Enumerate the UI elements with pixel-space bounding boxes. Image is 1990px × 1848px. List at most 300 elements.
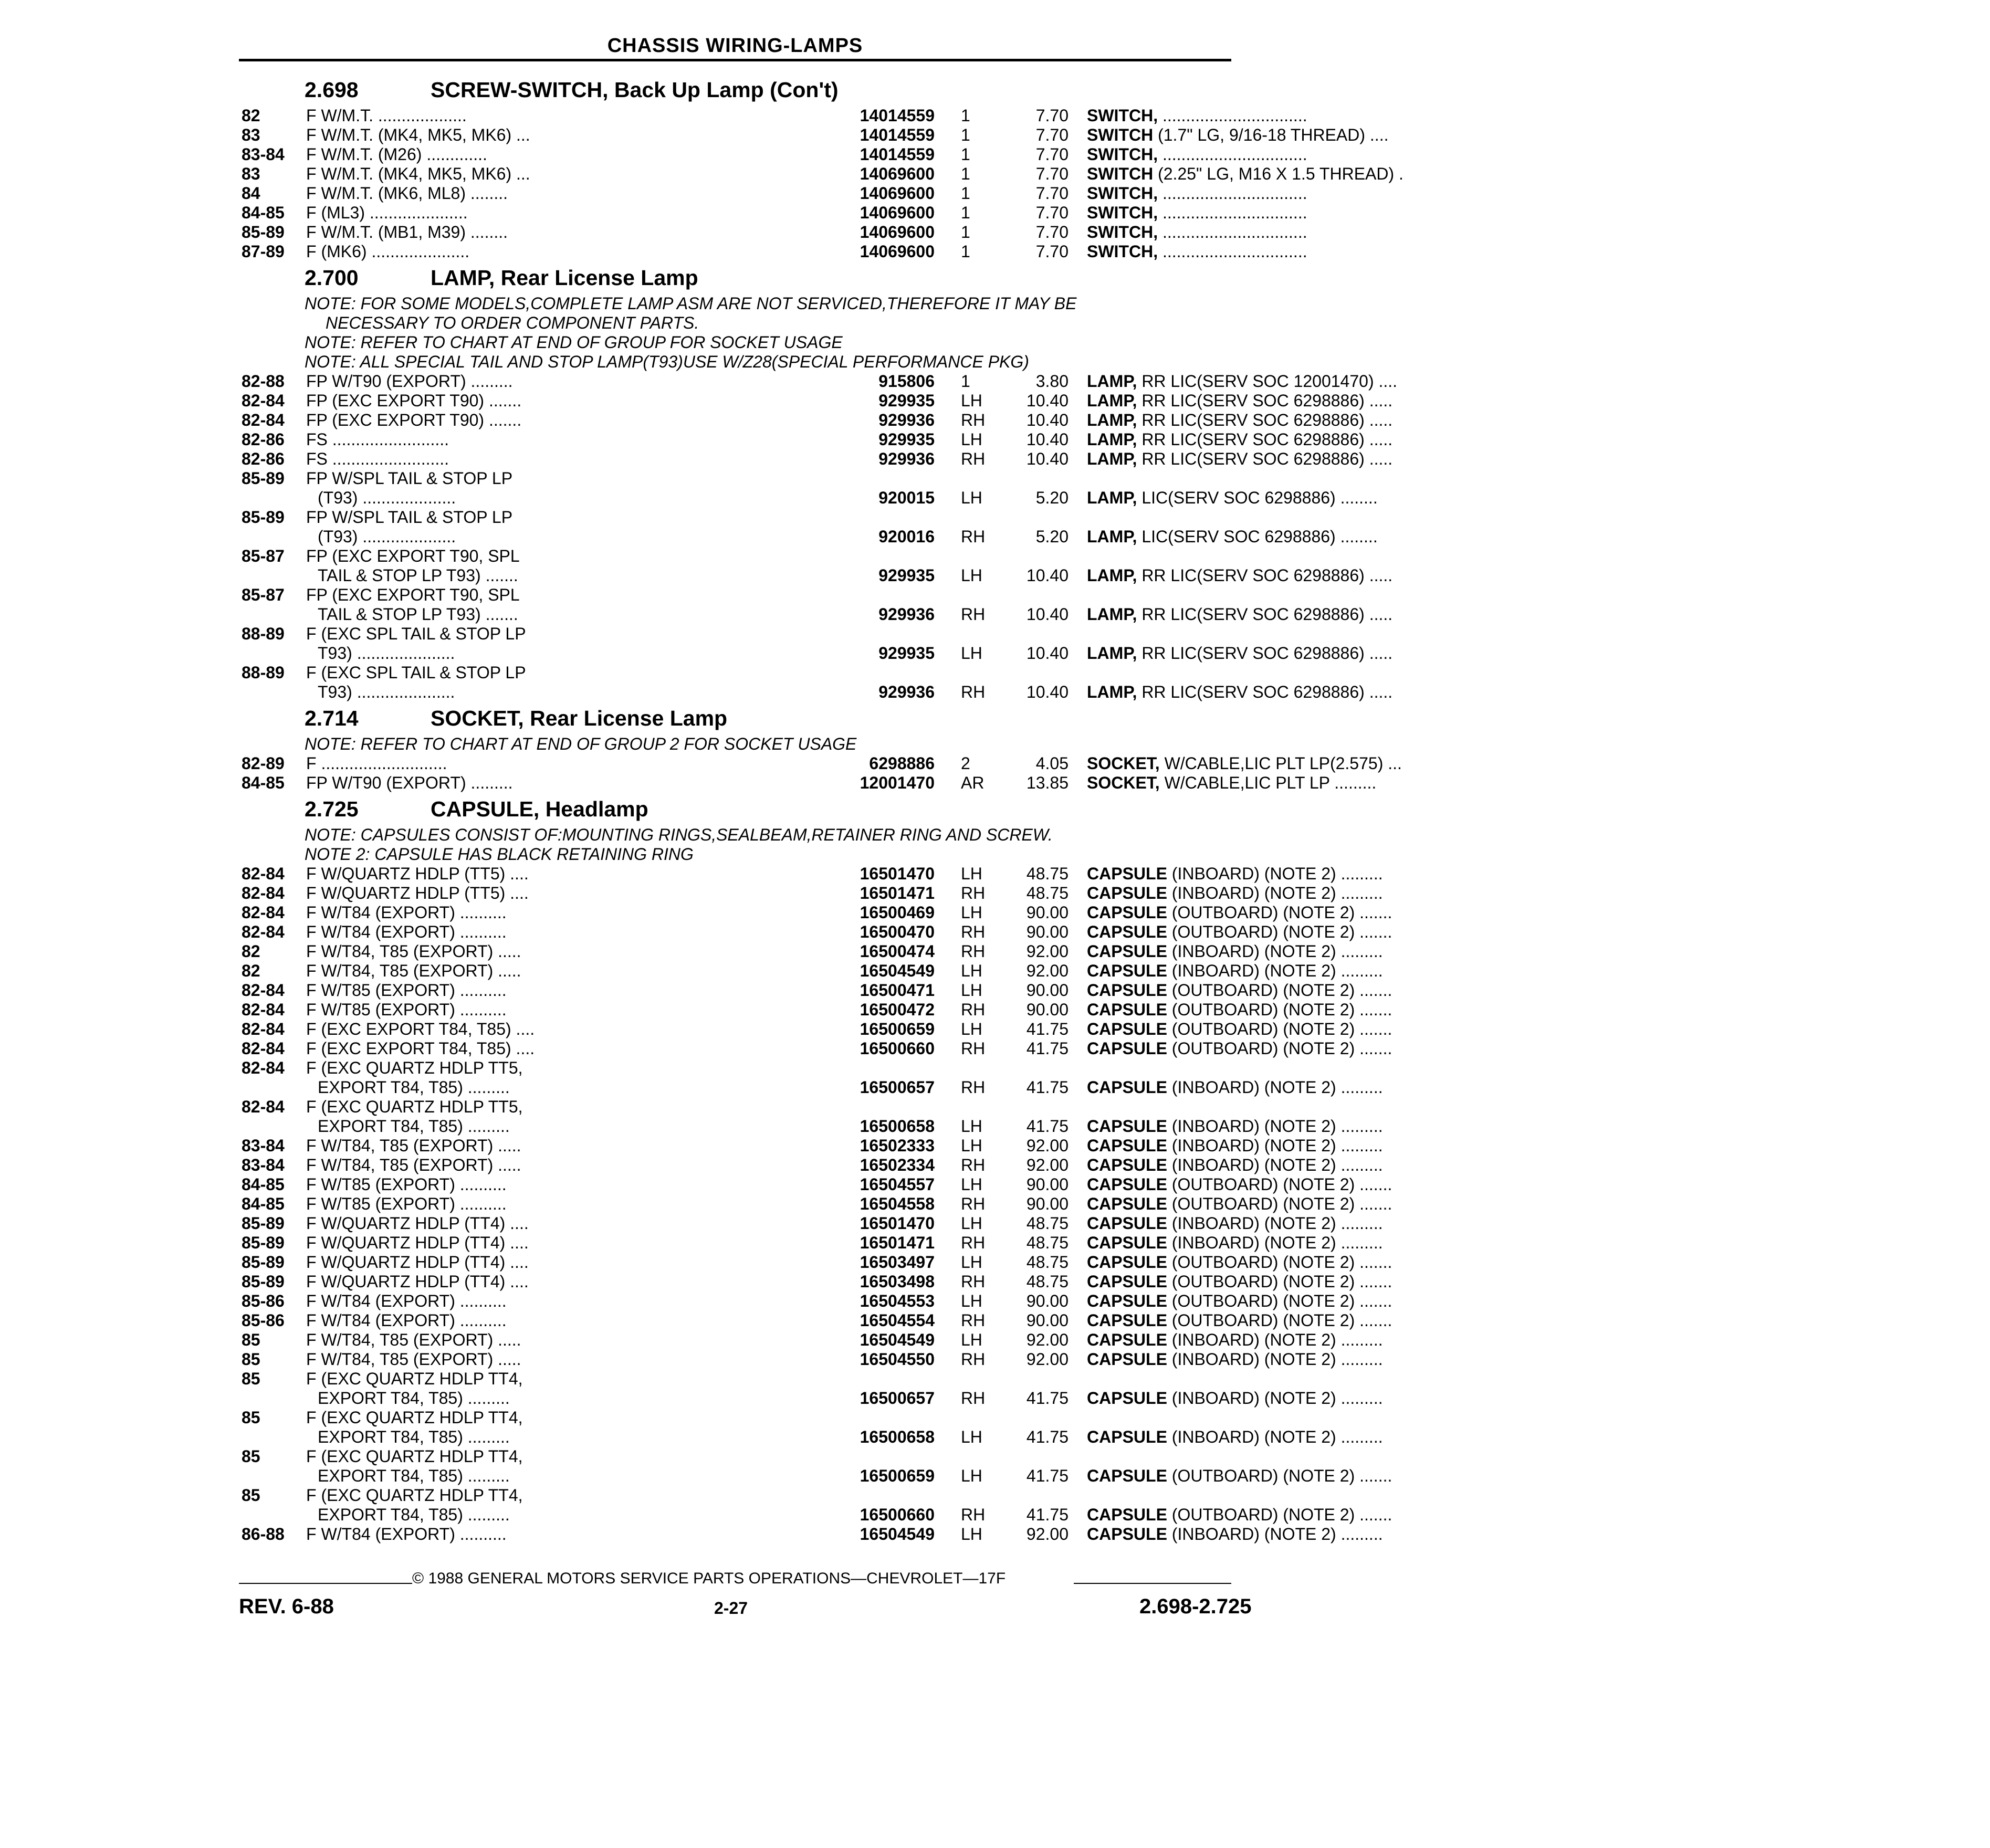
part-description-noun: CAPSULE bbox=[1087, 1020, 1167, 1038]
model-application: FP (EXC EXPORT T90) ....... bbox=[306, 411, 522, 429]
model-application: F W/T84, T85 (EXPORT) ..... bbox=[306, 1156, 521, 1174]
quantity: LH bbox=[961, 1330, 982, 1349]
part-row bbox=[239, 508, 1378, 547]
model-application: F (EXC QUARTZ HDLP TT4, bbox=[306, 1369, 523, 1388]
list-price: 90.00 bbox=[1026, 922, 1069, 941]
model-year: 85 bbox=[242, 1350, 260, 1369]
part-number: 14069600 bbox=[860, 242, 935, 261]
model-application: F W/T85 (EXPORT) .......... bbox=[306, 981, 507, 1000]
list-price: 7.70 bbox=[1035, 164, 1069, 183]
part-number: 929935 bbox=[878, 391, 935, 410]
part-row bbox=[239, 1175, 1392, 1194]
model-year: 83-84 bbox=[242, 1136, 285, 1155]
model-application: F (EXC SPL TAIL & STOP LP bbox=[306, 624, 526, 643]
part-number: 16503497 bbox=[860, 1253, 935, 1272]
revision-label: REV. 6-88 bbox=[239, 1595, 334, 1618]
quantity: 1 bbox=[961, 223, 970, 242]
part-description-noun: CAPSULE bbox=[1087, 1389, 1167, 1408]
model-application: F W/QUARTZ HDLP (TT5) .... bbox=[306, 884, 529, 902]
part-number: 16502334 bbox=[860, 1156, 935, 1174]
part-description-detail: (OUTBOARD) (NOTE 2) ....... bbox=[1167, 1292, 1392, 1310]
section-note: NOTE: CAPSULES CONSIST OF:MOUNTING RINGS,SEALBEAM,RETAINER RING AND SCREW. bbox=[305, 825, 1053, 844]
quantity: 1 bbox=[961, 125, 970, 144]
part-row bbox=[239, 922, 1392, 942]
part-description-detail: (INBOARD) (NOTE 2) ......... bbox=[1167, 884, 1383, 902]
model-application: F W/QUARTZ HDLP (TT4) .... bbox=[306, 1214, 529, 1233]
model-application: FS ......................... bbox=[306, 449, 449, 468]
part-number: 929935 bbox=[878, 644, 935, 663]
model-application: F (ML3) ..................... bbox=[306, 203, 468, 222]
part-description-detail: (INBOARD) (NOTE 2) ......... bbox=[1167, 1389, 1383, 1408]
part-description-detail: (OUTBOARD) (NOTE 2) ....... bbox=[1167, 922, 1392, 941]
quantity: RH bbox=[961, 411, 986, 429]
part-row bbox=[239, 469, 1378, 508]
part-description-detail: RR LIC(SERV SOC 6298886) ..... bbox=[1137, 411, 1393, 429]
list-price: 10.40 bbox=[1026, 391, 1069, 410]
part-number: 16500658 bbox=[860, 1117, 935, 1136]
part-description bbox=[1087, 106, 1990, 125]
model-year: 85-89 bbox=[242, 223, 285, 242]
part-row bbox=[239, 981, 1392, 1000]
quantity: 1 bbox=[961, 164, 970, 183]
part-row bbox=[239, 184, 1307, 203]
model-year: 82-84 bbox=[242, 1039, 285, 1058]
model-year: 86-88 bbox=[242, 1525, 285, 1544]
part-number: 16500659 bbox=[860, 1020, 935, 1038]
list-price: 92.00 bbox=[1026, 1156, 1069, 1174]
model-year: 82-84 bbox=[242, 981, 285, 1000]
list-price: 48.75 bbox=[1026, 1214, 1069, 1233]
part-description-detail: (OUTBOARD) (NOTE 2) ....... bbox=[1167, 903, 1392, 922]
part-description-noun: CAPSULE bbox=[1087, 1427, 1167, 1446]
section-title: SOCKET, Rear License Lamp bbox=[431, 706, 728, 730]
part-description-noun: SWITCH, bbox=[1087, 203, 1158, 222]
model-application: F W/T85 (EXPORT) .......... bbox=[306, 1194, 507, 1213]
part-description-noun: CAPSULE bbox=[1087, 1330, 1167, 1349]
part-description-detail: (INBOARD) (NOTE 2) ......... bbox=[1167, 864, 1383, 883]
model-year: 82-88 bbox=[242, 372, 285, 391]
quantity: LH bbox=[961, 903, 982, 922]
part-row bbox=[239, 145, 1307, 164]
model-application: FS ......................... bbox=[306, 430, 449, 449]
list-price: 10.40 bbox=[1026, 682, 1069, 701]
part-number: 16500469 bbox=[860, 903, 935, 922]
model-year: 85 bbox=[242, 1369, 260, 1388]
section-range: 2.698-2.725 bbox=[1139, 1595, 1252, 1618]
list-price: 48.75 bbox=[1026, 1253, 1069, 1272]
part-row bbox=[239, 1233, 1383, 1253]
list-price: 10.40 bbox=[1026, 449, 1069, 468]
quantity: LH bbox=[961, 1466, 982, 1485]
part-number: 14014559 bbox=[860, 125, 935, 144]
part-number: 16504549 bbox=[860, 1330, 935, 1349]
list-price: 7.70 bbox=[1035, 203, 1069, 222]
part-number: 14069600 bbox=[860, 223, 935, 242]
part-description bbox=[1087, 1389, 1990, 1408]
part-description-noun: LAMP, bbox=[1087, 682, 1137, 701]
part-description bbox=[1087, 884, 1990, 903]
part-row bbox=[239, 903, 1392, 922]
part-description-detail: W/CABLE,LIC PLT LP(2.575) ... bbox=[1159, 754, 1402, 773]
part-row bbox=[239, 1486, 1392, 1525]
part-row bbox=[239, 106, 1307, 125]
part-row bbox=[239, 547, 1393, 585]
model-year: 82-84 bbox=[242, 1097, 285, 1116]
part-description-detail: (INBOARD) (NOTE 2) ......... bbox=[1167, 942, 1383, 961]
quantity: RH bbox=[961, 1039, 986, 1058]
list-price: 41.75 bbox=[1026, 1039, 1069, 1058]
part-row bbox=[239, 773, 1377, 793]
part-description bbox=[1087, 223, 1990, 242]
list-price: 48.75 bbox=[1026, 864, 1069, 883]
part-description bbox=[1087, 1292, 1990, 1311]
part-description bbox=[1087, 145, 1990, 164]
part-description-noun: CAPSULE bbox=[1087, 1156, 1167, 1174]
model-application-continued: TAIL & STOP LP T93) ....... bbox=[318, 605, 518, 624]
part-description-detail: (INBOARD) (NOTE 2) ......... bbox=[1167, 1214, 1383, 1233]
model-application: F W/QUARTZ HDLP (TT4) .... bbox=[306, 1233, 529, 1252]
model-application-continued: EXPORT T84, T85) ......... bbox=[318, 1505, 510, 1524]
model-application: F (EXC QUARTZ HDLP TT5, bbox=[306, 1058, 523, 1077]
part-description bbox=[1087, 773, 1990, 793]
part-description-detail: (INBOARD) (NOTE 2) ......... bbox=[1167, 1156, 1383, 1174]
part-description-noun: CAPSULE bbox=[1087, 961, 1167, 980]
quantity: RH bbox=[961, 1233, 986, 1252]
section-number: 2.698 bbox=[305, 78, 359, 102]
model-application-continued: T93) ..................... bbox=[318, 682, 455, 701]
part-description-detail: (OUTBOARD) (NOTE 2) ....... bbox=[1167, 1175, 1392, 1194]
part-description-noun: LAMP, bbox=[1087, 449, 1137, 468]
quantity: LH bbox=[961, 1020, 982, 1038]
model-application: F (EXC QUARTZ HDLP TT4, bbox=[306, 1408, 523, 1427]
list-price: 48.75 bbox=[1026, 1272, 1069, 1291]
part-number: 16500660 bbox=[860, 1039, 935, 1058]
part-description-detail: RR LIC(SERV SOC 6298886) ..... bbox=[1137, 430, 1393, 449]
model-application: F W/T84, T85 (EXPORT) ..... bbox=[306, 961, 521, 980]
model-year: 82-86 bbox=[242, 449, 285, 468]
quantity: LH bbox=[961, 1175, 982, 1194]
model-application-continued: EXPORT T84, T85) ......... bbox=[318, 1389, 510, 1408]
part-row bbox=[239, 884, 1383, 903]
model-year: 85 bbox=[242, 1330, 260, 1349]
quantity: RH bbox=[961, 1078, 986, 1097]
model-year: 85-87 bbox=[242, 585, 285, 604]
part-description-noun: SWITCH bbox=[1087, 125, 1154, 144]
part-row bbox=[239, 1369, 1383, 1408]
part-number: 14069600 bbox=[860, 184, 935, 203]
quantity: LH bbox=[961, 1427, 982, 1446]
list-price: 7.70 bbox=[1035, 125, 1069, 144]
part-description-detail: (1.7" LG, 9/16-18 THREAD) .... bbox=[1153, 125, 1389, 144]
part-description-detail: (OUTBOARD) (NOTE 2) ....... bbox=[1167, 981, 1392, 1000]
part-number: 16504550 bbox=[860, 1350, 935, 1369]
quantity: 1 bbox=[961, 184, 970, 203]
header-rule bbox=[239, 59, 1231, 61]
part-description-detail: ............................... bbox=[1158, 106, 1307, 125]
part-description bbox=[1087, 488, 1990, 508]
quantity: 1 bbox=[961, 242, 970, 261]
list-price: 41.75 bbox=[1026, 1078, 1069, 1097]
quantity: RH bbox=[961, 1156, 986, 1174]
quantity: RH bbox=[961, 1311, 986, 1330]
model-year: 82 bbox=[242, 106, 260, 125]
part-description-noun: SWITCH bbox=[1087, 164, 1154, 183]
part-description-noun: SOCKET, bbox=[1087, 754, 1160, 773]
list-price: 41.75 bbox=[1026, 1466, 1069, 1485]
model-application: F (EXC SPL TAIL & STOP LP bbox=[306, 663, 526, 682]
part-number: 16501471 bbox=[860, 1233, 935, 1252]
part-description-detail: (OUTBOARD) (NOTE 2) ....... bbox=[1167, 1253, 1392, 1272]
model-year: 82-84 bbox=[242, 922, 285, 941]
part-description bbox=[1087, 605, 1990, 624]
model-year: 84-85 bbox=[242, 203, 285, 222]
quantity: LH bbox=[961, 1214, 982, 1233]
list-price: 92.00 bbox=[1026, 1330, 1069, 1349]
list-price: 41.75 bbox=[1026, 1427, 1069, 1446]
list-price: 13.85 bbox=[1026, 773, 1069, 792]
quantity: LH bbox=[961, 430, 982, 449]
part-row bbox=[239, 1350, 1383, 1369]
part-description-noun: CAPSULE bbox=[1087, 1214, 1167, 1233]
section-heading bbox=[239, 74, 1231, 106]
part-description-detail: (OUTBOARD) (NOTE 2) ....... bbox=[1167, 1000, 1392, 1019]
list-price: 3.80 bbox=[1035, 372, 1069, 391]
part-description-detail: (INBOARD) (NOTE 2) ......... bbox=[1167, 1525, 1383, 1544]
model-application: FP (EXC EXPORT T90, SPL bbox=[306, 547, 520, 565]
part-description bbox=[1087, 1194, 1990, 1214]
part-number: 16500471 bbox=[860, 981, 935, 1000]
part-description-detail: RR LIC(SERV SOC 6298886) ..... bbox=[1137, 449, 1393, 468]
list-price: 41.75 bbox=[1026, 1389, 1069, 1408]
model-application-continued: (T93) .................... bbox=[318, 527, 456, 546]
model-application: FP (EXC EXPORT T90, SPL bbox=[306, 585, 520, 604]
model-application: F W/T84, T85 (EXPORT) ..... bbox=[306, 1136, 521, 1155]
model-year: 82-84 bbox=[242, 884, 285, 902]
list-price: 90.00 bbox=[1026, 1194, 1069, 1213]
quantity: RH bbox=[961, 449, 986, 468]
model-application: F W/T84, T85 (EXPORT) ..... bbox=[306, 1330, 521, 1349]
part-row bbox=[239, 391, 1393, 411]
part-description-noun: CAPSULE bbox=[1087, 1292, 1167, 1310]
model-year: 83 bbox=[242, 125, 260, 144]
model-application: F W/M.T. ................... bbox=[306, 106, 467, 125]
part-description bbox=[1087, 1505, 1990, 1525]
part-row bbox=[239, 624, 1393, 663]
list-price: 92.00 bbox=[1026, 961, 1069, 980]
section-note: NOTE 2: CAPSULE HAS BLACK RETAINING RING bbox=[305, 845, 694, 864]
part-description bbox=[1087, 1175, 1990, 1194]
quantity: RH bbox=[961, 884, 986, 902]
model-year: 88-89 bbox=[242, 624, 285, 643]
part-row bbox=[239, 223, 1307, 242]
model-year: 85-86 bbox=[242, 1311, 285, 1330]
list-price: 10.40 bbox=[1026, 644, 1069, 663]
part-description bbox=[1087, 527, 1990, 547]
catalog-content bbox=[239, 74, 1404, 1544]
model-application: F (EXC QUARTZ HDLP TT4, bbox=[306, 1486, 523, 1505]
part-number: 16503498 bbox=[860, 1272, 935, 1291]
model-year: 83-84 bbox=[242, 1156, 285, 1174]
part-row bbox=[239, 1214, 1383, 1233]
section-number: 2.700 bbox=[305, 266, 359, 290]
part-description-noun: LAMP, bbox=[1087, 605, 1137, 624]
quantity: RH bbox=[961, 1194, 986, 1213]
part-description bbox=[1087, 1000, 1990, 1020]
model-application: F (MK6) ..................... bbox=[306, 242, 470, 261]
model-application: F W/T84 (EXPORT) .......... bbox=[306, 903, 507, 922]
part-description-detail: RR LIC(SERV SOC 6298886) ..... bbox=[1137, 605, 1393, 624]
quantity: LH bbox=[961, 1292, 982, 1310]
part-description bbox=[1087, 411, 1990, 430]
model-year: 88-89 bbox=[242, 663, 285, 682]
part-description-noun: CAPSULE bbox=[1087, 981, 1167, 1000]
part-number: 16504557 bbox=[860, 1175, 935, 1194]
model-application-continued: TAIL & STOP LP T93) ....... bbox=[318, 566, 518, 585]
part-number: 16500659 bbox=[860, 1466, 935, 1485]
list-price: 48.75 bbox=[1026, 1233, 1069, 1252]
section-title: CAPSULE, Headlamp bbox=[431, 797, 648, 821]
part-description-noun: LAMP, bbox=[1087, 527, 1137, 546]
part-description bbox=[1087, 942, 1990, 961]
part-description-noun: LAMP, bbox=[1087, 391, 1137, 410]
part-description-noun: CAPSULE bbox=[1087, 1505, 1167, 1524]
part-description-detail: (OUTBOARD) (NOTE 2) ....... bbox=[1167, 1194, 1392, 1213]
model-application-continued: EXPORT T84, T85) ......... bbox=[318, 1466, 510, 1485]
model-year: 85-89 bbox=[242, 508, 285, 527]
part-row bbox=[239, 1253, 1392, 1272]
part-description bbox=[1087, 1330, 1990, 1350]
model-application: F (EXC EXPORT T84, T85) .... bbox=[306, 1020, 535, 1038]
quantity: 1 bbox=[961, 372, 970, 391]
part-number: 920015 bbox=[878, 488, 935, 507]
quantity: 2 bbox=[961, 754, 970, 773]
part-description-noun: SWITCH, bbox=[1087, 106, 1158, 125]
part-row bbox=[239, 585, 1393, 624]
part-description bbox=[1087, 430, 1990, 449]
part-description-noun: CAPSULE bbox=[1087, 1194, 1167, 1213]
model-year: 82-84 bbox=[242, 903, 285, 922]
part-description bbox=[1087, 961, 1990, 981]
model-year: 82-84 bbox=[242, 391, 285, 410]
model-year: 82 bbox=[242, 961, 260, 980]
model-application: FP W/T90 (EXPORT) ......... bbox=[306, 773, 513, 792]
list-price: 10.40 bbox=[1026, 430, 1069, 449]
model-application: F W/T84, T85 (EXPORT) ..... bbox=[306, 1350, 521, 1369]
part-description bbox=[1087, 1350, 1990, 1369]
part-description bbox=[1087, 242, 1990, 261]
part-description-noun: LAMP, bbox=[1087, 488, 1137, 507]
section-note: NOTE: FOR SOME MODELS,COMPLETE LAMP ASM ARE NOT SERVICED,THEREFORE IT MAY BE bbox=[305, 294, 1077, 313]
model-year: 85-89 bbox=[242, 469, 285, 488]
part-description-noun: CAPSULE bbox=[1087, 1466, 1167, 1485]
part-description bbox=[1087, 1253, 1990, 1272]
quantity: 1 bbox=[961, 106, 970, 125]
part-row bbox=[239, 203, 1307, 223]
model-year: 82-84 bbox=[242, 1000, 285, 1019]
model-application: FP W/SPL TAIL & STOP LP bbox=[306, 469, 513, 488]
part-description bbox=[1087, 1078, 1990, 1097]
part-description bbox=[1087, 1117, 1990, 1136]
list-price: 41.75 bbox=[1026, 1505, 1069, 1524]
list-price: 90.00 bbox=[1026, 981, 1069, 1000]
part-description-noun: LAMP, bbox=[1087, 566, 1137, 585]
model-year: 87-89 bbox=[242, 242, 285, 261]
part-description-noun: CAPSULE bbox=[1087, 1253, 1167, 1272]
part-number: 16504549 bbox=[860, 961, 935, 980]
part-description-noun: CAPSULE bbox=[1087, 903, 1167, 922]
part-number: 16504554 bbox=[860, 1311, 935, 1330]
section-number: 2.725 bbox=[305, 797, 359, 821]
part-description bbox=[1087, 449, 1990, 469]
part-description-detail: ............................... bbox=[1158, 203, 1307, 222]
list-price: 90.00 bbox=[1026, 1175, 1069, 1194]
part-description-noun: LAMP, bbox=[1087, 644, 1137, 663]
list-price: 7.70 bbox=[1035, 223, 1069, 242]
part-number: 929935 bbox=[878, 430, 935, 449]
footer-copyright: © 1988 GENERAL MOTORS SERVICE PARTS OPERATIONS—CHEVROLET—17F bbox=[412, 1570, 1006, 1587]
part-description bbox=[1087, 391, 1990, 411]
model-application: F (EXC EXPORT T84, T85) .... bbox=[306, 1039, 535, 1058]
model-year: 84-85 bbox=[242, 1175, 285, 1194]
part-description bbox=[1087, 1466, 1990, 1486]
quantity: AR bbox=[961, 773, 984, 792]
part-description bbox=[1087, 864, 1990, 884]
part-row bbox=[239, 1311, 1392, 1330]
part-description-detail: (INBOARD) (NOTE 2) ......... bbox=[1167, 1117, 1383, 1136]
quantity: RH bbox=[961, 527, 986, 546]
part-description-noun: CAPSULE bbox=[1087, 1350, 1167, 1369]
part-row bbox=[239, 1136, 1383, 1156]
model-year: 84-85 bbox=[242, 1194, 285, 1213]
list-price: 90.00 bbox=[1026, 1311, 1069, 1330]
quantity: 1 bbox=[961, 145, 970, 164]
quantity: RH bbox=[961, 922, 986, 941]
quantity: LH bbox=[961, 961, 982, 980]
list-price: 10.40 bbox=[1026, 605, 1069, 624]
list-price: 92.00 bbox=[1026, 1136, 1069, 1155]
model-application: F W/QUARTZ HDLP (TT4) .... bbox=[306, 1272, 529, 1291]
part-description-noun: CAPSULE bbox=[1087, 1175, 1167, 1194]
part-number: 920016 bbox=[878, 527, 935, 546]
part-number: 16504549 bbox=[860, 1525, 935, 1544]
part-description-detail: ............................... bbox=[1158, 242, 1307, 261]
quantity: LH bbox=[961, 1253, 982, 1272]
model-application-continued: (T93) .................... bbox=[318, 488, 456, 507]
list-price: 7.70 bbox=[1035, 184, 1069, 203]
list-price: 90.00 bbox=[1026, 1000, 1069, 1019]
quantity: RH bbox=[961, 1000, 986, 1019]
quantity: LH bbox=[961, 488, 982, 507]
part-description-noun: CAPSULE bbox=[1087, 1233, 1167, 1252]
part-description-noun: SWITCH, bbox=[1087, 184, 1158, 203]
part-description-detail: RR LIC(SERV SOC 12001470) .... bbox=[1137, 372, 1398, 391]
part-number: 16500657 bbox=[860, 1078, 935, 1097]
part-row bbox=[239, 1330, 1383, 1350]
part-description-noun: CAPSULE bbox=[1087, 864, 1167, 883]
model-application: F W/T84 (EXPORT) .......... bbox=[306, 1525, 507, 1544]
part-description-detail: (2.25" LG, M16 X 1.5 THREAD) . bbox=[1153, 164, 1404, 183]
quantity: LH bbox=[961, 391, 982, 410]
part-number: 14014559 bbox=[860, 106, 935, 125]
part-description-detail: (OUTBOARD) (NOTE 2) ....... bbox=[1167, 1039, 1392, 1058]
part-description bbox=[1087, 644, 1990, 663]
part-description-noun: CAPSULE bbox=[1087, 884, 1167, 902]
model-year: 82-89 bbox=[242, 754, 285, 773]
part-number: 16501471 bbox=[860, 884, 935, 902]
quantity: RH bbox=[961, 605, 986, 624]
part-description-detail: (OUTBOARD) (NOTE 2) ....... bbox=[1167, 1505, 1392, 1524]
part-description-noun: LAMP, bbox=[1087, 372, 1137, 391]
